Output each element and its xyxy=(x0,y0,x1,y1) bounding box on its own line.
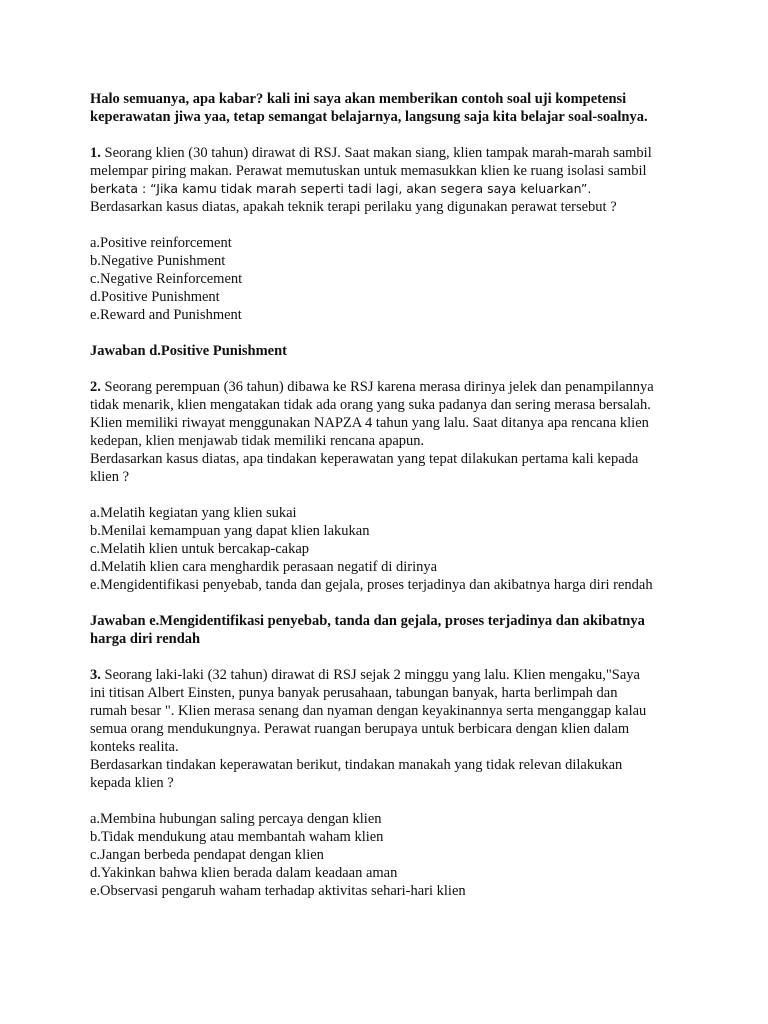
intro-line: keperawatan jiwa yaa, tetap semangat belajarnya, langsung saja kita belajar soal-soalnya. xyxy=(90,109,648,125)
option-e: e.Reward and Punishment xyxy=(90,307,242,323)
option-b: b.Tidak mendukung atau membantah waham klien xyxy=(90,829,384,845)
spacer xyxy=(90,594,710,612)
spacer xyxy=(90,216,710,234)
question-3 xyxy=(90,666,710,792)
option-b: b.Menilai kemampuan yang dapat klien lakukan xyxy=(90,523,370,539)
spacer xyxy=(90,486,710,504)
question-1 xyxy=(90,144,710,216)
question-line xyxy=(90,378,710,396)
question-text: Seorang klien (30 tahun) dirawat di RSJ. Saat makan siang, klien tampak marah-marah sambil xyxy=(100,145,652,161)
answer-1 xyxy=(90,342,710,360)
question-line xyxy=(90,666,710,684)
question-line: Berdasarkan kasus diatas, apakah teknik terapi perilaku yang digunakan perawat tersebut ? xyxy=(90,199,617,215)
option-e: e.Observasi pengaruh waham terhadap aktivitas sehari-hari klien xyxy=(90,883,466,899)
document-page xyxy=(90,90,710,900)
question-line: kepada klien ? xyxy=(90,775,174,791)
spacer xyxy=(90,324,710,342)
option-d: d.Positive Punishment xyxy=(90,289,220,305)
question-text: Seorang perempuan (36 tahun) dibawa ke RSJ karena merasa dirinya jelek dan penampilannya xyxy=(100,379,654,395)
question-line: klien ? xyxy=(90,469,130,485)
question-1-options xyxy=(90,234,710,324)
question-line: melempar piring makan. Perawat memutuskan untuk memasukkan klien ke ruang isolasi sambil xyxy=(90,163,647,179)
spacer xyxy=(90,648,710,666)
question-2-options xyxy=(90,504,710,594)
question-line: Berdasarkan tindakan keperawatan berikut, tindakan manakah yang tidak relevan dilakukan xyxy=(90,757,623,773)
option-a: a.Membina hubungan saling percaya dengan klien xyxy=(90,811,382,827)
question-line: tidak menarik, klien mengatakan tidak ada orang yang suka padanya dan sering merasa bersalah. xyxy=(90,397,651,413)
spacer xyxy=(90,360,710,378)
option-b: b.Negative Punishment xyxy=(90,253,226,269)
question-text: Seorang laki-laki (32 tahun) dirawat di RSJ sejak 2 minggu yang lalu. Klien mengaku,"Saya xyxy=(100,667,640,683)
question-number: 1. xyxy=(90,145,101,161)
question-2 xyxy=(90,378,710,486)
answer-2 xyxy=(90,612,710,648)
answer-text: Jawaban e.Mengidentifikasi penyebab, tanda dan gejala, proses terjadinya dan akibatnya xyxy=(90,613,645,629)
question-line: Berdasarkan kasus diatas, apa tindakan keperawatan yang tepat dilakukan pertama kali kepada xyxy=(90,451,639,467)
intro-paragraph xyxy=(90,90,710,126)
answer-text: Jawaban d.Positive Punishment xyxy=(90,343,287,359)
answer-text: harga diri rendah xyxy=(90,631,201,647)
question-number: 3. xyxy=(90,667,101,683)
intro-line: Halo semuanya, apa kabar? kali ini saya akan memberikan contoh soal uji kompetensi xyxy=(90,91,627,107)
question-3-options xyxy=(90,810,710,900)
option-a: a.Positive reinforcement xyxy=(90,235,232,251)
question-line: konteks realita. xyxy=(90,739,179,755)
question-line: Klien memiliki riwayat menggunakan NAPZA 4 tahun yang lalu. Saat ditanya apa rencana klien xyxy=(90,415,649,431)
question-line xyxy=(90,144,710,162)
option-c: c.Negative Reinforcement xyxy=(90,271,243,287)
option-c: c.Jangan berbeda pendapat dengan klien xyxy=(90,847,324,863)
spacer xyxy=(90,126,710,144)
option-e: e.Mengidentifikasi penyebab, tanda dan gejala, proses terjadinya dan akibatnya harga diri rendah xyxy=(90,577,653,593)
question-line: ini titisan Albert Einsten, punya banyak perusahaan, tabungan banyak, harta berlimpah dan xyxy=(90,685,618,701)
question-line: berkata : “Jika kamu tidak marah seperti tadi lagi, akan segera saya keluarkan”. xyxy=(90,181,592,196)
question-line: semua orang mendukungnya. Perawat ruangan berupaya untuk berbicara dengan klien dalam xyxy=(90,721,630,737)
option-c: c.Melatih klien untuk bercakap-cakap xyxy=(90,541,310,557)
option-d: d.Melatih klien cara menghardik perasaan negatif di dirinya xyxy=(90,559,438,575)
option-a: a.Melatih kegiatan yang klien sukai xyxy=(90,505,297,521)
spacer xyxy=(90,792,710,810)
question-line: kedepan, klien menjawab tidak memiliki rencana apapun. xyxy=(90,433,425,449)
question-line: rumah besar ". Klien merasa senang dan nyaman dengan keyakinannya serta menganggap kalau xyxy=(90,703,647,719)
question-number: 2. xyxy=(90,379,101,395)
option-d: d.Yakinkan bahwa klien berada dalam keadaan aman xyxy=(90,865,398,881)
